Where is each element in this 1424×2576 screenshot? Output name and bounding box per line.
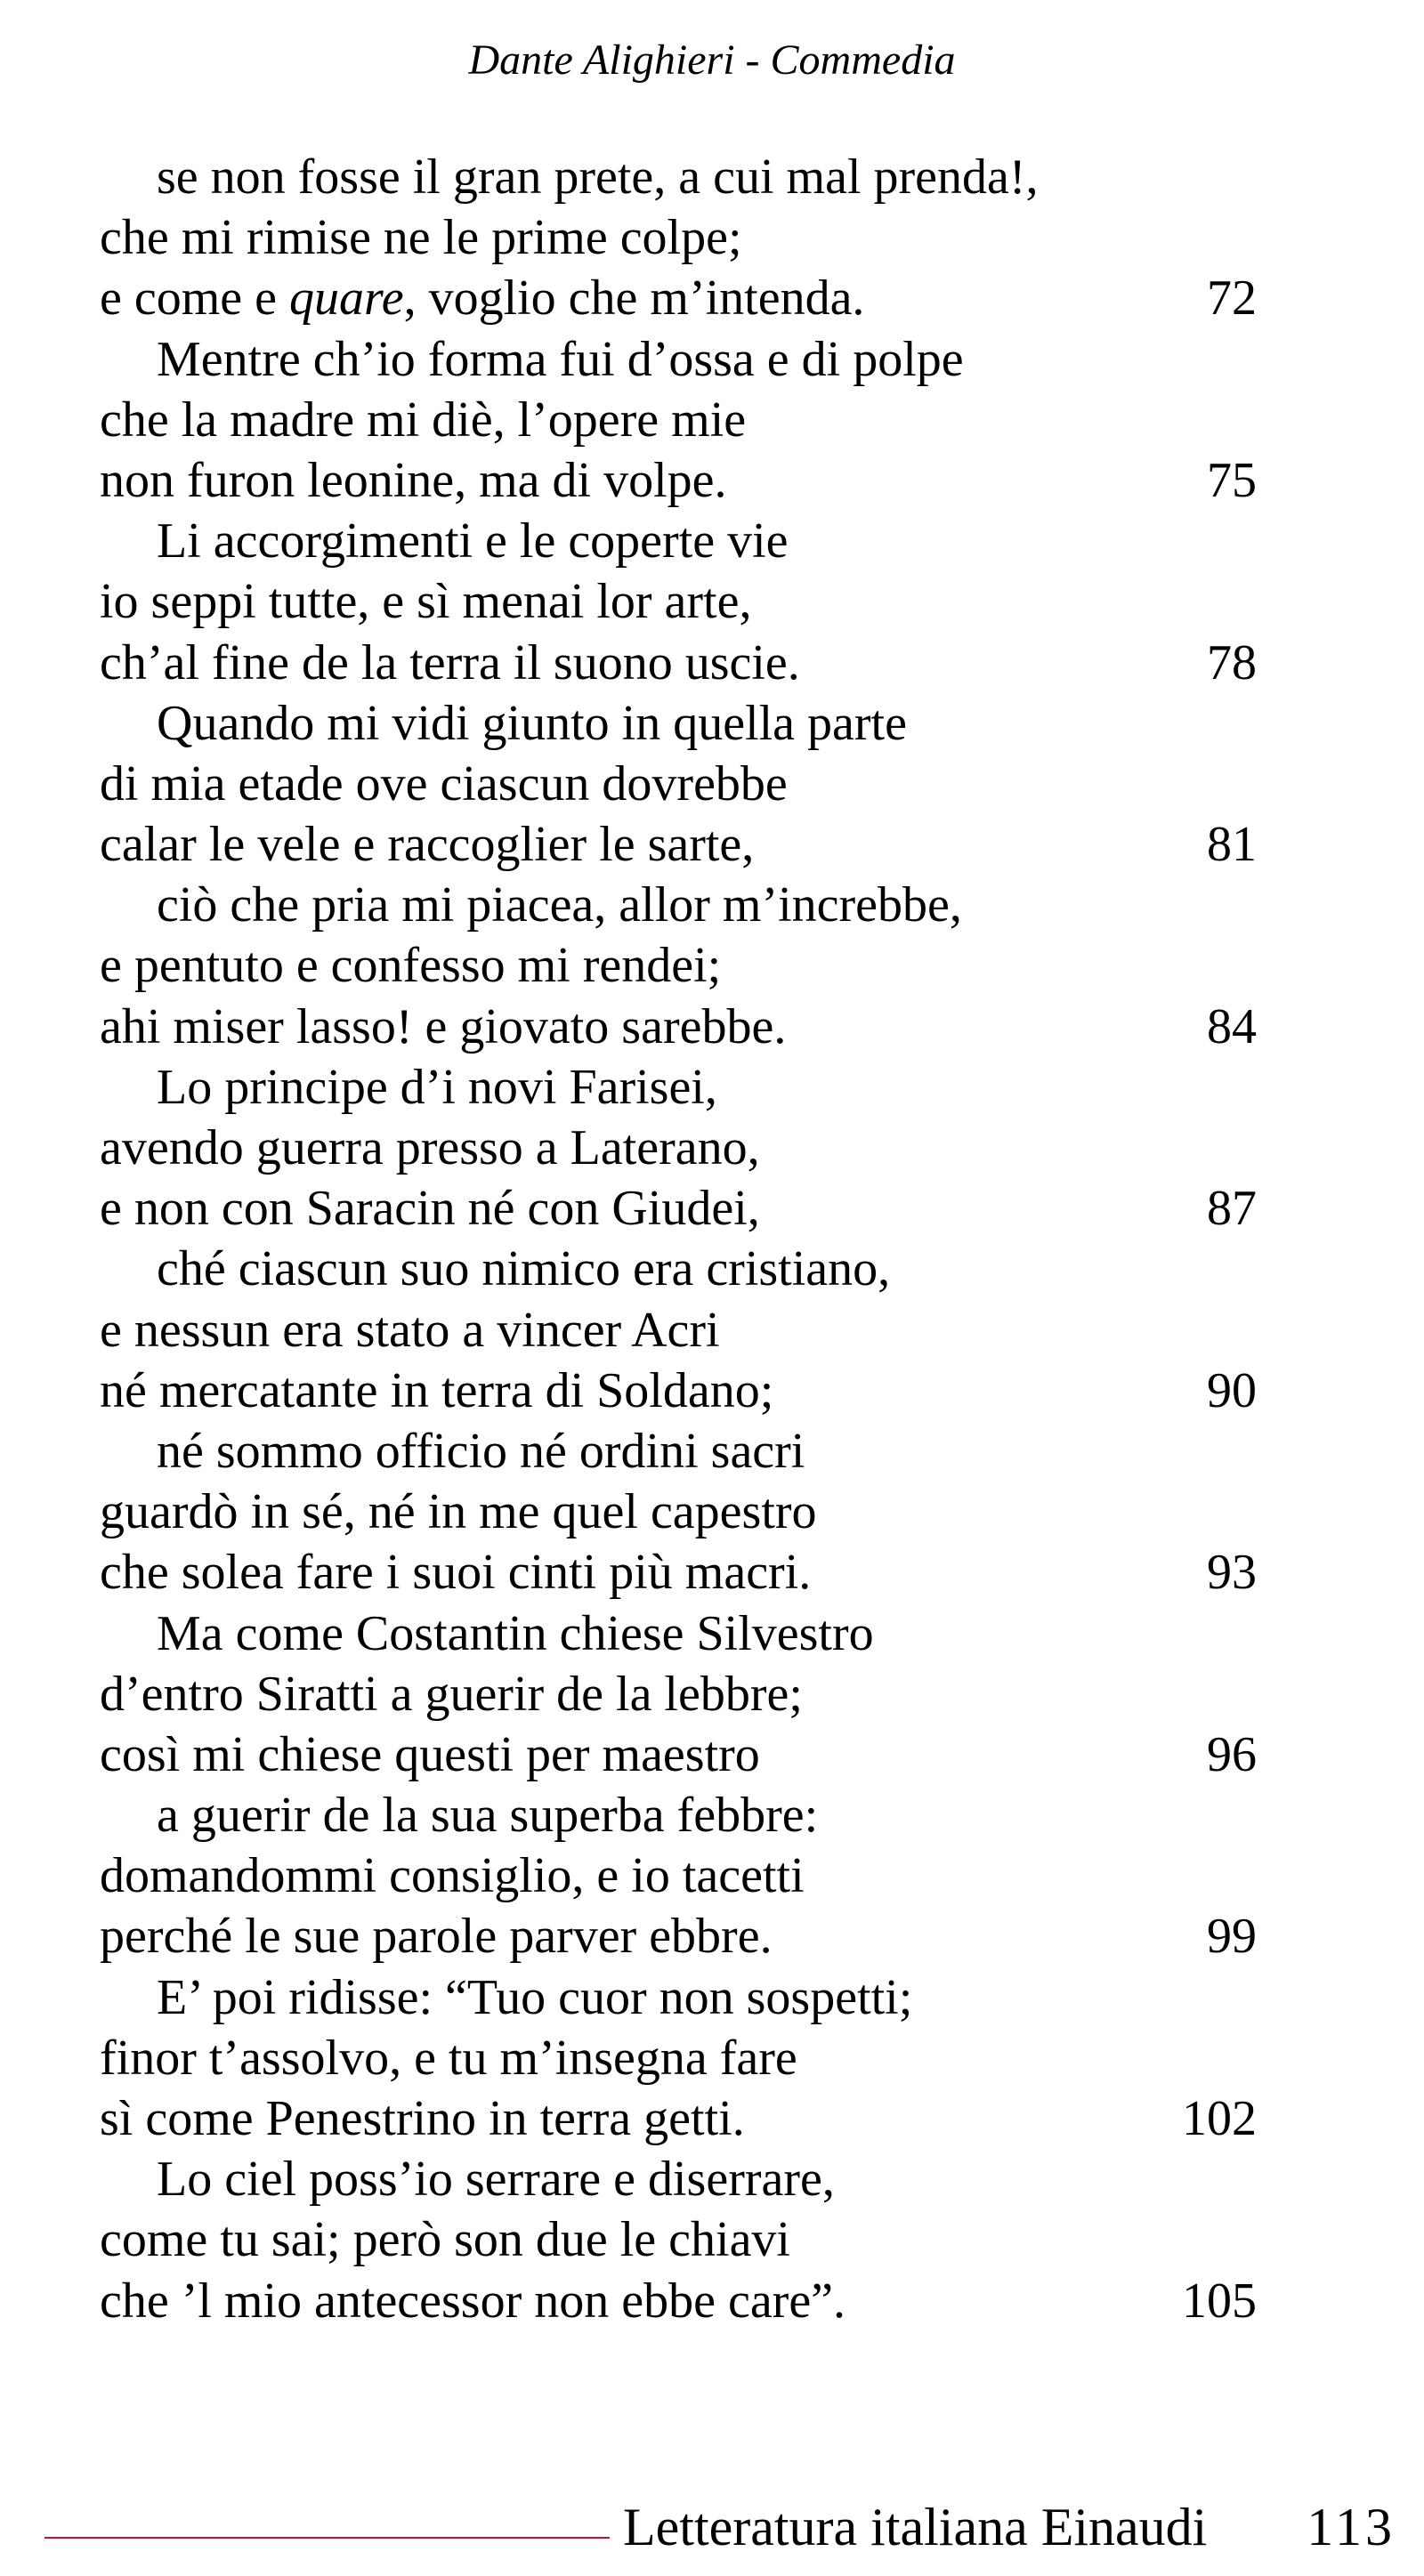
verse-text: [100, 332, 964, 387]
publisher-label: Letteratura italiana Einaudi: [623, 2498, 1208, 2556]
verse-text-part: ahi miser lasso! e giovato sarebbe.: [100, 998, 787, 1054]
verse-text: [100, 938, 721, 993]
verse-text: [100, 1727, 760, 1782]
verse-text-part: Ma come Costantin chiese Silvestro: [157, 1605, 874, 1661]
verse-line: [100, 1482, 1257, 1542]
verse-line: [100, 1724, 1257, 1785]
verse-text-part: né mercatante in terra di Soldano;: [100, 1362, 774, 1418]
verse-line: [100, 1603, 1257, 1664]
footer-rule: [44, 2537, 610, 2539]
verse-text: [100, 1788, 818, 1843]
verse-text: [100, 1909, 773, 1964]
verse-line: [100, 1542, 1257, 1603]
page-number: 113: [1307, 2498, 1396, 2556]
verse-text: [100, 513, 789, 569]
verse-text: [100, 1970, 912, 2025]
verse-text-part: Lo principe d’i novi Farisei,: [157, 1059, 717, 1115]
verse-line: [100, 390, 1257, 450]
verse-text-part: perché le sue parole parver ebbre.: [100, 1909, 773, 1965]
verse-text-part: avendo guerra presso a Laterano,: [100, 1120, 760, 1175]
verse-text: [100, 271, 864, 326]
verse-line: [100, 1421, 1257, 1482]
verse-line: [100, 450, 1257, 511]
verse-text-part: di mia etade ove ciascun dovrebbe: [100, 755, 788, 812]
verse-text: [100, 1363, 773, 1418]
verse-text-part: non furon leonine, ma di volpe.: [100, 452, 727, 508]
verse-number: 78: [1207, 634, 1257, 690]
verse-line: [100, 1300, 1257, 1361]
verse-number: 105: [1182, 2273, 1257, 2329]
verse-text: [100, 1667, 803, 1722]
verse-text-part: d’entro Siratti a guerir de la lebbre;: [100, 1666, 803, 1722]
verse-text-part: se non fosse il gran prete, a cui mal prenda!,: [157, 149, 1039, 205]
verse-text-part: domandommi consiglio, e io tacetti: [100, 1848, 805, 1904]
verse-text: [100, 2152, 835, 2207]
verse-text-part: finor t’assolvo, e tu m’insegna fare: [100, 2030, 797, 2086]
verse-text: [100, 1303, 720, 1358]
verse-line: [100, 268, 1257, 328]
verse-line: [100, 1118, 1257, 1178]
verse-line: [100, 1178, 1257, 1239]
verse-text-part: io seppi tutte, e sì menai lor arte,: [100, 574, 752, 630]
verse-text-part: che ’l mio antecessor non ebbe care”.: [100, 2273, 846, 2329]
verse-text-part: e non con Saracin né con Giudei,: [100, 1181, 760, 1237]
verse-text-part: che mi rimise ne le prime colpe;: [100, 210, 742, 266]
verse-number: 84: [1207, 998, 1257, 1054]
page-footer: [0, 2487, 1424, 2567]
verse-text: [100, 756, 788, 812]
verse-block: [100, 147, 1257, 2331]
verse-text: [100, 1606, 874, 1661]
verse-line: [100, 633, 1257, 693]
verse-text: [100, 574, 751, 629]
verse-text-part: e come e: [100, 271, 289, 327]
verse-text-part: e pentuto e confesso mi rendei;: [100, 938, 722, 994]
verse-text: [100, 696, 907, 751]
verse-number: 93: [1207, 1545, 1257, 1601]
verse-text-part: che la madre mi diè, l’opere mie: [100, 392, 747, 448]
verse-text: [100, 149, 1039, 205]
verse-text: [100, 877, 962, 933]
verse-line: [100, 997, 1257, 1057]
verse-text-part: né sommo officio né ordini sacri: [157, 1423, 805, 1479]
verse-text-part: Lo ciel poss’io serrare e diserrare,: [157, 2152, 835, 2208]
verse-text: [100, 1241, 890, 1296]
verse-text: [100, 1484, 817, 1539]
verse-text-part: ch’al fine de la terra il suono uscie.: [100, 634, 800, 690]
verse-line: [100, 1785, 1257, 1845]
verse-text-part: guardò in sé, né in me quel capestro: [100, 1484, 817, 1540]
verse-text: [100, 1424, 805, 1479]
verse-text: [100, 999, 786, 1054]
verse-line: [100, 693, 1257, 754]
verse-number: 99: [1207, 1909, 1257, 1965]
verse-text: [100, 1545, 811, 1600]
verse-italic-word: quare: [288, 271, 404, 327]
verse-text-part: E’ poi ridisse: “Tuo cuor non sospetti;: [157, 1969, 913, 2025]
verse-text: [100, 1848, 805, 1903]
verse-text: [100, 392, 746, 448]
verse-line: [100, 2271, 1257, 2331]
verse-line: [100, 2149, 1257, 2209]
verse-line: [100, 2028, 1257, 2088]
verse-text: [100, 2212, 790, 2267]
verse-line: [100, 207, 1257, 268]
verse-number: 75: [1207, 452, 1257, 508]
verse-line: [100, 1967, 1257, 2028]
verse-text: [100, 635, 800, 690]
verse-text: [100, 1181, 760, 1236]
verse-text: [100, 210, 742, 265]
verse-text-part: Mentre ch’io forma fui d’ossa e di polpe: [157, 331, 964, 387]
verse-line: [100, 511, 1257, 571]
verse-line: [100, 147, 1257, 207]
verse-text: [100, 1120, 760, 1175]
running-title: Dante Alighieri - Commedia: [468, 36, 956, 84]
verse-text: [100, 453, 727, 508]
verse-text-part: ciò che pria mi piacea, allor m’increbbe,: [157, 877, 962, 933]
verse-line: [100, 754, 1257, 814]
verse-text-part: ché ciascun suo nimico era cristiano,: [157, 1241, 891, 1297]
verse-text-part: sì come Penestrino in terra getti.: [100, 2091, 745, 2146]
verse-line: [100, 329, 1257, 390]
verse-line: [100, 1906, 1257, 1966]
verse-text: [100, 2031, 797, 2086]
verse-number: 90: [1207, 1362, 1257, 1418]
verse-number: 72: [1207, 271, 1257, 327]
verse-line: [100, 935, 1257, 996]
verse-text-part: come tu sai; però son due le chiavi: [100, 2212, 790, 2268]
verse-number: 87: [1207, 1181, 1257, 1237]
verse-text-part: a guerir de la sua superba febbre:: [157, 1788, 819, 1844]
verse-line: [100, 2209, 1257, 2270]
verse-number: 102: [1182, 2091, 1257, 2146]
verse-text-part: , voglio che m’intenda.: [403, 271, 865, 327]
verse-text-part: calar le vele e raccoglier le sarte,: [100, 817, 755, 873]
verse-text: [100, 817, 754, 872]
verse-line: [100, 875, 1257, 935]
verse-text-part: Quando mi vidi giunto in quella parte: [157, 695, 907, 751]
verse-text-part: così mi chiese questi per maestro: [100, 1726, 760, 1782]
verse-text: [100, 2091, 745, 2146]
verse-line: [100, 1361, 1257, 1421]
verse-line: [100, 1239, 1257, 1299]
verse-number: 81: [1207, 817, 1257, 873]
verse-number: 96: [1207, 1726, 1257, 1782]
verse-text-part: e nessun era stato a vincer Acri: [100, 1302, 720, 1358]
verse-text: [100, 1060, 717, 1115]
verse-line: [100, 814, 1257, 875]
verse-line: [100, 1664, 1257, 1724]
verse-line: [100, 571, 1257, 632]
verse-text-part: Li accorgimenti e le coperte vie: [157, 513, 789, 569]
verse-line: [100, 1057, 1257, 1118]
verse-line: [100, 2088, 1257, 2149]
verse-text-part: che solea fare i suoi cinti più macri.: [100, 1545, 812, 1601]
verse-line: [100, 1845, 1257, 1906]
verse-text: [100, 2273, 846, 2329]
